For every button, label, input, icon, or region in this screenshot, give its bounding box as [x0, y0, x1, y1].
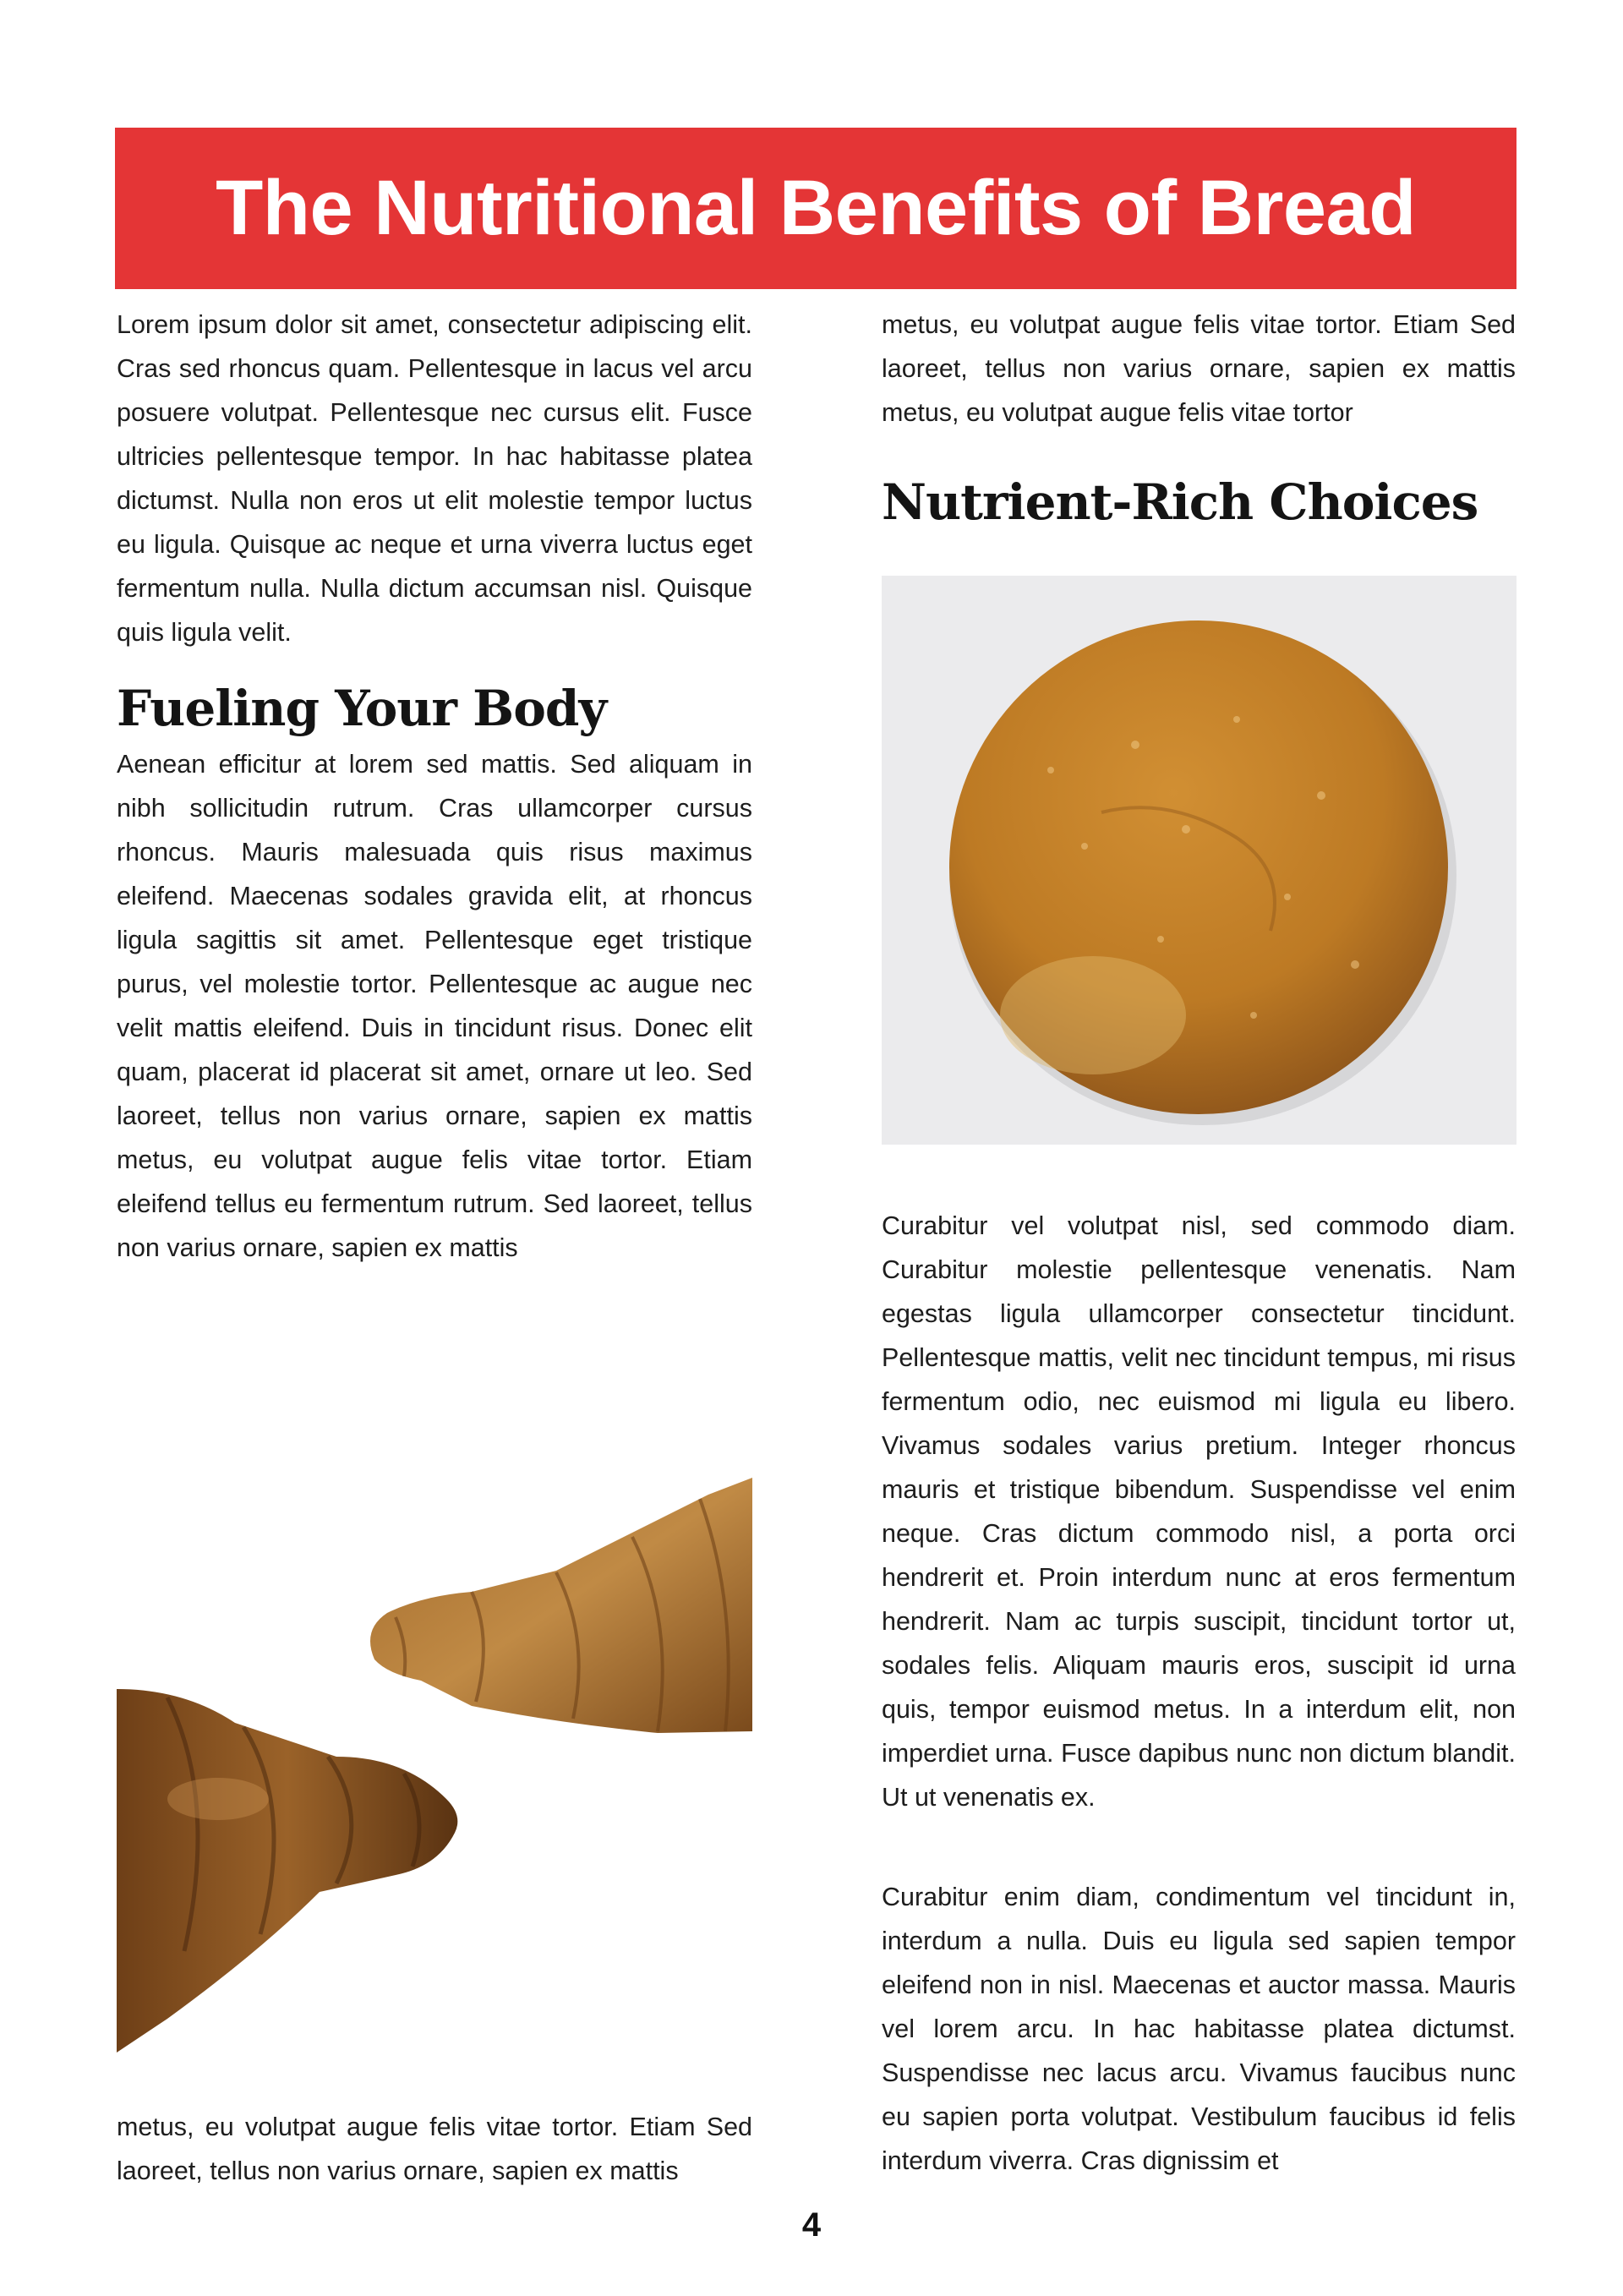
- right-top-paragraph: metus, eu volutpat augue felis vitae tortor. Etiam Sed laoreet, tellus non varius ornare, sapien ex mattis metus, eu volutpat augue felis vitae tortor: [882, 310, 1516, 427]
- round-bread-illustration: [882, 576, 1516, 1145]
- fueling-paragraph: Aenean efficitur at lorem sed mattis. Sed aliquam in nibh sollicitudin rutrum. Cras ullamcorper cursus rhoncus. Mauris malesuada quis risus maximus eleifend. Maecenas sodales gravida elit, at rhoncus ligula sagittis sit amet. Pellentesque eget tristique purus, vel molestie tortor. Pellentesque ac augue nec velit mattis eleifend. Duis in tincidunt risus. Donec elit quam, placerat id placerat sit amet, ornare ut leo. Sed laoreet, tellus non varius ornare, sapien ex mattis metus, eu volutpat augue felis vitae tortor. Etiam eleifend tellus eu fermentum rutrum. Sed laoreet, tellus non varius ornare, sapien ex mattis: [117, 750, 752, 1262]
- croissants-illustration: [117, 1478, 752, 2053]
- nutrient-paragraph-2: Curabitur enim diam, condimentum vel tincidunt in, interdum a nulla. Duis eu ligula sed sapien tempor eleifend non in nisl. Maecenas et auctor massa. Mauris vel lorem arcu. In hac habitasse platea dictumst. Suspendisse nec lacus arcu. Vivamus faucibus nunc eu sapien porta volutpat. Vestibulum faucibus id felis interdum viverra. Cras dignissim et: [882, 1883, 1516, 2175]
- left-footer-paragraph: metus, eu volutpat augue felis vitae tortor. Etiam Sed laoreet, tellus non varius ornare, sapien ex mattis: [117, 2113, 752, 2185]
- page-title: The Nutritional Benefits of Bread: [216, 165, 1416, 251]
- page-number: 4: [801, 2206, 822, 2244]
- section-heading-fueling: Fueling Your Body: [117, 680, 607, 737]
- section-heading-nutrient: Nutrient-Rich Choices: [882, 473, 1478, 531]
- title-banner: [115, 128, 1516, 289]
- intro-paragraph: Lorem ipsum dolor sit amet, consectetur adipiscing elit. Cras sed rhoncus quam. Pellentesque in lacus vel arcu posuere volutpat. Pellentesque nec cursus elit. Fusce ultricies pellentesque tempor. In hac habitasse platea dictumst. Nulla non eros ut elit molestie tempor luctus eu ligula. Quisque ac neque et urna viverra luctus eget fermentum nulla. Nulla dictum accumsan nisl. Quisque quis ligula velit.: [117, 310, 752, 647]
- nutrient-paragraph-1: Curabitur vel volutpat nisl, sed commodo diam. Curabitur molestie pellentesque venenatis. Nam egestas ligula ullamcorper consectetur tincidunt. Pellentesque mattis, velit nec tincidunt tempus, mi risus fermentum odio, nec euismod mi ligula eu libero. Vivamus sodales varius pretium. Integer rhoncus mauris et tristique bibendum. Suspendisse vel enim neque. Cras dictum commodo nisl, a porta orci hendrerit et. Proin interdum nunc at eros fermentum hendrerit. Nam ac turpis suscipit, tincidunt tortor ut, sodales felis. Aliquam mauris eros, suscipit id urna quis, tempor euismod metus. In a interdum elit, non imperdiet urna. Fusce dapibus nunc non dictum blandit. Ut ut venenatis ex.: [882, 1211, 1516, 1812]
- croissants-photo: [117, 1478, 752, 2053]
- round-bread-photo: [882, 576, 1516, 1145]
